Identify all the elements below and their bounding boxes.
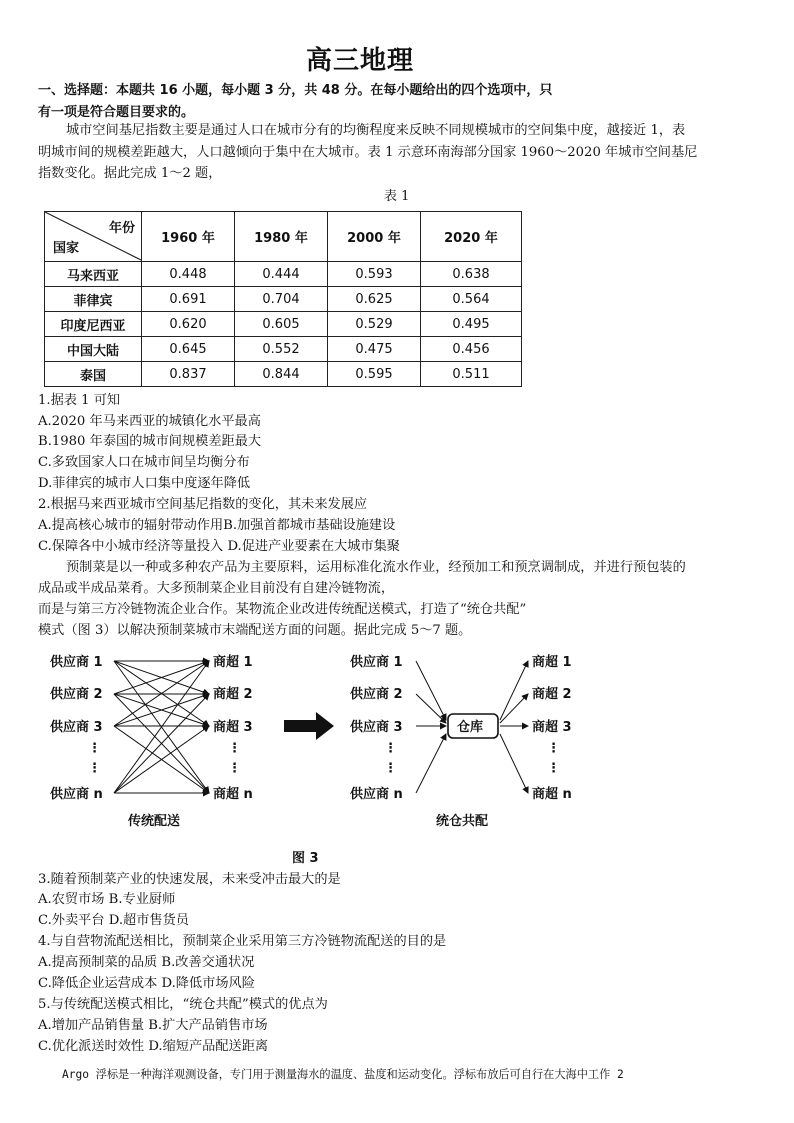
- passage-line: 预制菜是以一种或多种农产品为主要原料，运用标准化流水作业，经预加工和预烹调制成，并进行预包装的: [66, 560, 686, 575]
- question-stem: 3.随着预制菜产业的快速发展，未来受冲击最大的是: [38, 872, 341, 887]
- country-cell: 印度尼西亚: [45, 312, 142, 337]
- supplier-label: 供应商 n: [50, 787, 103, 802]
- question-option: C.外卖平台 D.超市售货员: [38, 913, 189, 928]
- question-option: C.降低企业运营成本 D.降低市场风险: [38, 976, 255, 991]
- table-row: [45, 337, 522, 362]
- vertical-ellipsis: ⋮: [384, 761, 397, 776]
- intro-line: 指数变化。据此完成 1～2 题，: [38, 166, 222, 181]
- passage-line: 而是与第三方冷链物流企业合作。某物流企业改进传统配送模式，打造了“统仓共配”: [38, 602, 527, 617]
- question-stem: 1.据表 1 可知: [38, 393, 121, 408]
- value-cell: 0.552: [235, 337, 328, 362]
- store-label: 商超 3: [213, 720, 253, 735]
- question-option: C.优化派送时效性 D.缩短产品配送距离: [38, 1039, 269, 1054]
- vertical-ellipsis: ⋮: [547, 741, 560, 756]
- value-cell: 0.620: [142, 312, 235, 337]
- traditional-caption: 传统配送: [128, 814, 181, 829]
- question-option: A.增加产品销售量 B.扩大产品销售市场: [38, 1018, 268, 1033]
- supplier-label: 供应商 1: [50, 655, 103, 670]
- table-caption: 表 1: [384, 189, 410, 204]
- shared-warehouse-distribution: [350, 654, 572, 829]
- vertical-ellipsis: ⋮: [88, 741, 101, 756]
- table-corner-diagonal: [44, 211, 142, 261]
- value-cell: 0.605: [235, 312, 328, 337]
- value-cell: 0.704: [235, 287, 328, 312]
- passage-line: 成品或半成品菜肴。大多预制菜企业目前没有自建冷链物流，: [38, 581, 395, 596]
- distribution-diagram: [44, 648, 604, 868]
- figure-label: 图 3: [292, 851, 319, 866]
- value-cell: 0.448: [142, 262, 235, 287]
- value-cell: 0.475: [328, 337, 421, 362]
- section-heading: 一、选择题：本题共 16 小题，每小题 3 分，共 48 分。在每小题给出的四个选项中，只: [38, 83, 553, 98]
- value-cell: 0.456: [421, 337, 522, 362]
- warehouse-label: 仓库: [457, 720, 484, 735]
- question-option: B.1980 年泰国的城市间规模差距最大: [38, 434, 262, 449]
- question-stem: 2.根据马来西亚城市空间基尼指数的变化，其未来发展应: [38, 497, 368, 512]
- shared-warehouse-caption: 统仓共配: [436, 814, 489, 829]
- value-cell: 0.625: [328, 287, 421, 312]
- country-cell: 菲律宾: [45, 287, 142, 312]
- value-cell: 0.529: [328, 312, 421, 337]
- vertical-ellipsis: ⋮: [228, 741, 241, 756]
- supplier-label: 供应商 2: [350, 687, 403, 702]
- country-cell: 中国大陆: [45, 337, 142, 362]
- value-cell: 0.511: [421, 362, 522, 387]
- traditional-distribution: [50, 654, 253, 829]
- question-option: C.多致国家人口在城市间呈均衡分布: [38, 455, 250, 470]
- supplier-label: 供应商 3: [350, 720, 403, 735]
- table-row: [45, 312, 522, 337]
- value-cell: 0.638: [421, 262, 522, 287]
- question-stem: 5.与传统配送模式相比，“统仓共配”模式的优点为: [38, 997, 328, 1012]
- year-header: 2020 年: [421, 212, 522, 262]
- supplier-label: 供应商 3: [50, 720, 103, 735]
- country-cell: 马来西亚: [45, 262, 142, 287]
- passage-line: 模式（图 3）以解决预制菜城市末端配送方面的问题。据此完成 5～7 题。: [38, 623, 472, 638]
- right-arrow-icon: [284, 712, 334, 740]
- value-cell: 0.593: [328, 262, 421, 287]
- store-label: 商超 1: [213, 655, 253, 670]
- value-cell: 0.444: [235, 262, 328, 287]
- question-option: A.2020 年马来西亚的城镇化水平最高: [38, 414, 261, 429]
- vertical-ellipsis: ⋮: [228, 761, 241, 776]
- many-to-many-links: [114, 661, 209, 793]
- question-option: A.农贸市场 B.专业厨师: [38, 892, 176, 907]
- question-option: A.提高核心城市的辐射带动作用B.加强首都城市基础设施建设: [38, 518, 396, 533]
- vertical-ellipsis: ⋮: [88, 761, 101, 776]
- supplier-label: 供应商 2: [50, 687, 103, 702]
- store-label: 商超 n: [532, 787, 572, 802]
- table-row: [45, 262, 522, 287]
- table-row: [45, 362, 522, 387]
- value-cell: 0.844: [235, 362, 328, 387]
- country-cell: 泰国: [45, 362, 142, 387]
- supplier-label: 供应商 1: [350, 655, 403, 670]
- value-cell: 0.495: [421, 312, 522, 337]
- question-option: A.提高预制菜的品质 B.改善交通状况: [38, 955, 255, 970]
- value-cell: 0.645: [142, 337, 235, 362]
- section-heading-cont: 有一项是符合题目要求的。: [38, 105, 195, 120]
- value-cell: 0.595: [328, 362, 421, 387]
- vertical-ellipsis: ⋮: [547, 761, 560, 776]
- question-stem: 4.与自营物流配送相比，预制菜企业采用第三方冷链物流配送的目的是: [38, 934, 447, 949]
- store-label: 商超 2: [213, 687, 253, 702]
- vertical-ellipsis: ⋮: [384, 741, 397, 756]
- year-header: 1960 年: [142, 212, 235, 262]
- question-option: C.保障各中小城市经济等量投入 D.促进产业要素在大城市集聚: [38, 539, 400, 554]
- store-label: 商超 1: [532, 655, 572, 670]
- year-header: 1980 年: [235, 212, 328, 262]
- intro-line: 城市空间基尼指数主要是通过人口在城市分有的均衡程度来反映不同规模城市的空间集中度，越接近 1，表: [66, 123, 686, 138]
- supplier-label: 供应商 n: [350, 787, 403, 802]
- value-cell: 0.691: [142, 287, 235, 312]
- page-title: 高三地理: [305, 46, 414, 76]
- store-label: 商超 n: [213, 787, 253, 802]
- table-row: [45, 287, 522, 312]
- value-cell: 0.564: [421, 287, 522, 312]
- store-label: 商超 3: [532, 720, 572, 735]
- year-header: 2000 年: [328, 212, 421, 262]
- corner-year-label: 年份: [108, 221, 135, 236]
- store-label: 商超 2: [532, 687, 572, 702]
- value-cell: 0.837: [142, 362, 235, 387]
- footer-text: Argo 浮标是一种海洋观测设备，专门用于测量海水的温度、盐度和运动变化。浮标布放后可自行在大海中工作 2: [62, 1068, 624, 1081]
- intro-line: 明城市间的规模差距越大，人口越倾向于集中在大城市。表 1 示意环南海部分国家 1960～2020 年城市空间基尼: [38, 145, 698, 160]
- corner-country-label: 国家: [53, 241, 80, 256]
- question-option: D.菲律宾的城市人口集中度逐年降低: [38, 476, 251, 491]
